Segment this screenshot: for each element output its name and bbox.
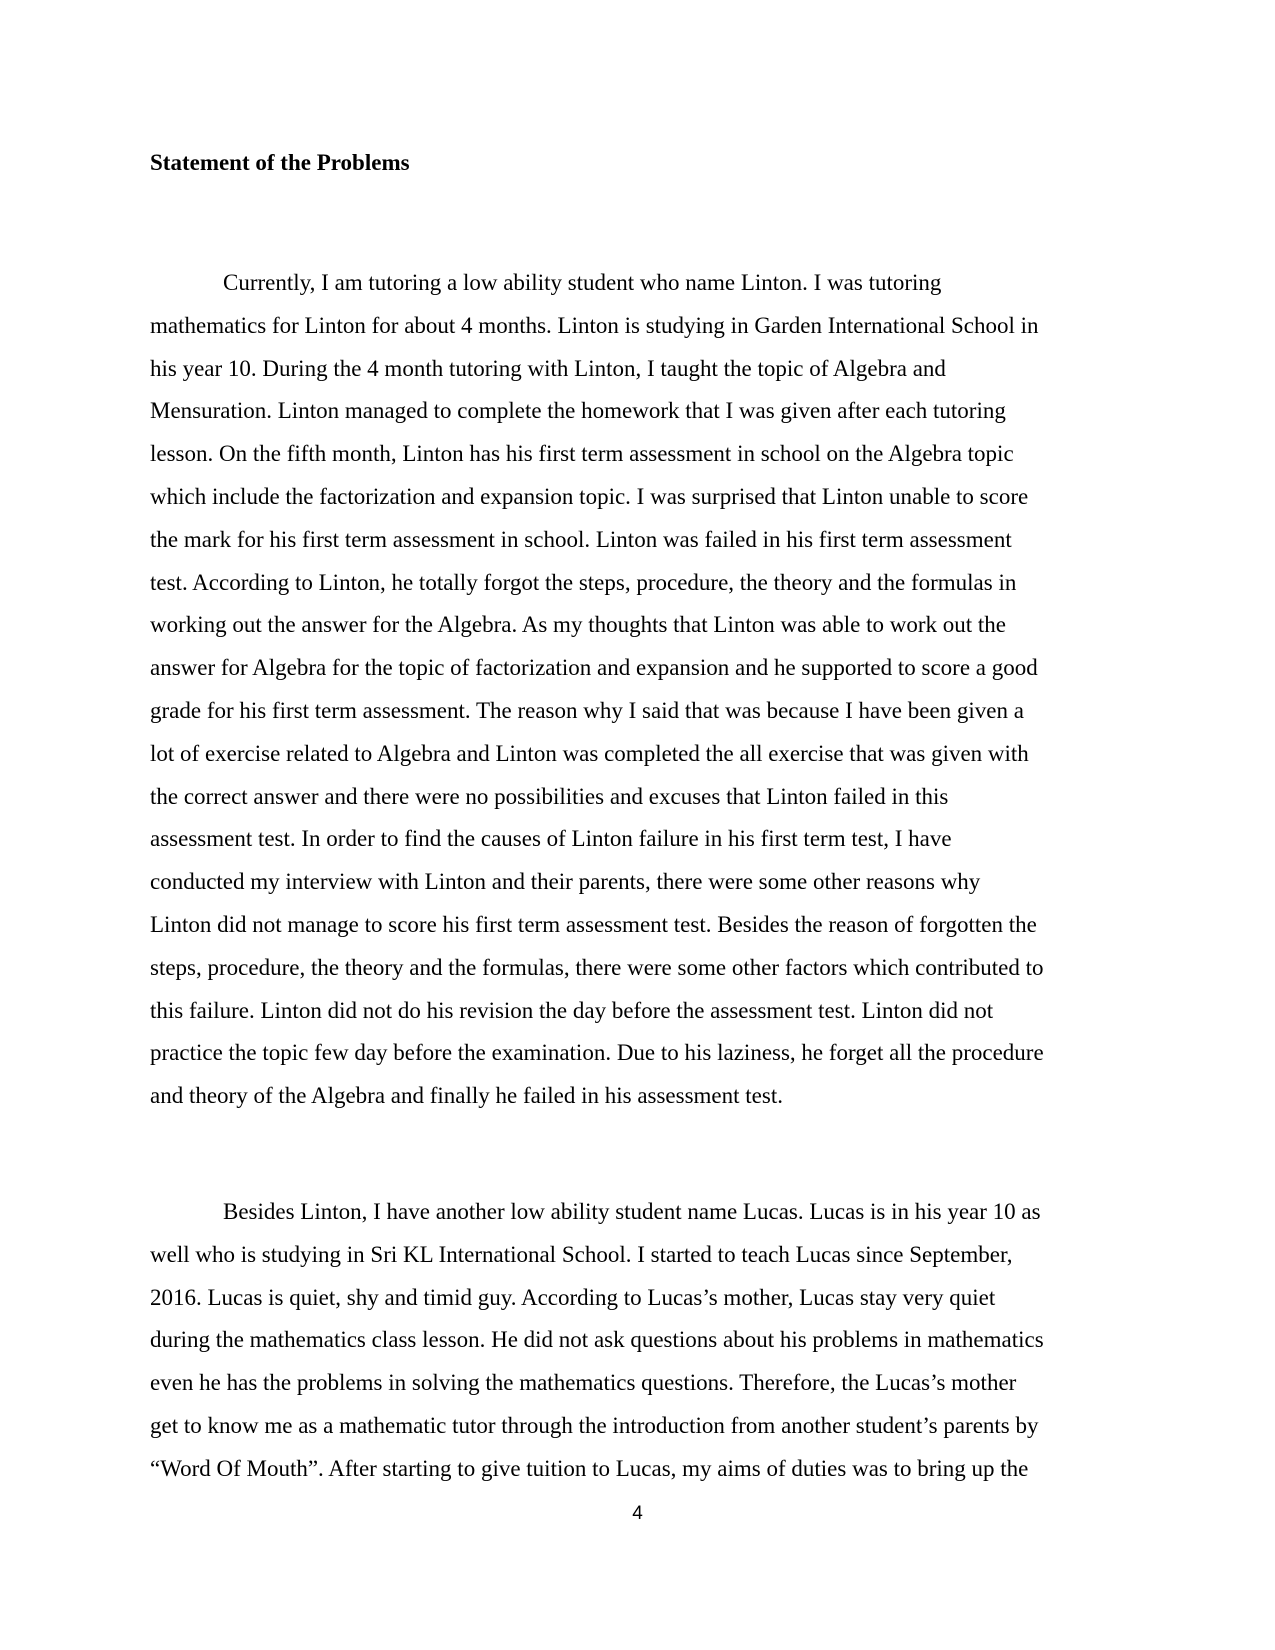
section-heading: Statement of the Problems (150, 150, 410, 175)
paragraph-line: even he has the problems in solving the mathematics questions. Therefore, the Lucas’s mother (150, 1370, 1017, 1396)
paragraph-line: this failure. Linton did not do his revision the day before the assessment test. Linton did not (150, 997, 994, 1023)
paragraph-line: during the mathematics class lesson. He did not ask questions about his problems in mathematics (150, 1327, 1044, 1353)
paragraph-line: get to know me as a mathematic tutor through the introduction from another student’s parents by (150, 1412, 1039, 1438)
paragraph-line: “Word Of Mouth”. After starting to give tuition to Lucas, my aims of duties was to bring up the (150, 1455, 1029, 1481)
paragraph-line: mathematics for Linton for about 4 months. Linton is studying in Garden International School in (150, 312, 1039, 338)
paragraph-line: Besides Linton, I have another low ability student name Lucas. Lucas is in his year 10 as (223, 1199, 1041, 1224)
paragraph-line: assessment test. In order to find the causes of Linton failure in his first term test, I have (150, 826, 952, 852)
paragraph-linton (150, 262, 1130, 1118)
paragraph-line: test. According to Linton, he totally forgot the steps, procedure, the theory and the formulas in (150, 569, 1017, 595)
paragraph-line: Mensuration. Linton managed to complete the homework that I was given after each tutoring (150, 398, 1006, 424)
paragraph-line: lot of exercise related to Algebra and Linton was completed the all exercise that was given with (150, 740, 1029, 766)
paragraph-line: which include the factorization and expansion topic. I was surprised that Linton unable to score (150, 483, 1029, 509)
paragraph-line: conducted my interview with Linton and their parents, there were some other reasons why (150, 869, 981, 895)
paragraph-line: answer for Algebra for the topic of factorization and expansion and he supported to score a good (150, 655, 1038, 681)
paragraph-lucas (150, 1191, 1130, 1491)
paragraph-line: his year 10. During the 4 month tutoring with Linton, I taught the topic of Algebra and (150, 355, 946, 381)
paragraph-line: steps, procedure, the theory and the formulas, there were some other factors which contributed to (150, 954, 1044, 980)
paragraph-line: Currently, I am tutoring a low ability student who name Linton. I was tutoring (223, 270, 942, 295)
paragraph-line: and theory of the Algebra and finally he failed in his assessment test. (150, 1083, 783, 1109)
paragraph-line: working out the answer for the Algebra. As my thoughts that Linton was able to work out the (150, 612, 1006, 638)
paragraph-line: grade for his first term assessment. The reason why I said that was because I have been given a (150, 697, 1024, 723)
paragraph-line: Linton did not manage to score his first term assessment test. Besides the reason of forgotten the (150, 911, 1037, 937)
paragraph-line: 2016. Lucas is quiet, shy and timid guy. According to Lucas’s mother, Lucas stay very quiet (150, 1284, 996, 1310)
paragraph-line: the correct answer and there were no possibilities and excuses that Linton failed in this (150, 783, 949, 809)
paragraph-line: well who is studying in Sri KL International School. I started to teach Lucas since September, (150, 1241, 1013, 1267)
paragraph-line: practice the topic few day before the examination. Due to his laziness, he forget all the procedure (150, 1040, 1044, 1066)
page-number: 4 (632, 1503, 643, 1524)
paragraph-line: lesson. On the fifth month, Linton has his first term assessment in school on the Algebra topic (150, 441, 1014, 467)
paragraph-line: the mark for his first term assessment in school. Linton was failed in his first term assessment (150, 526, 1012, 552)
